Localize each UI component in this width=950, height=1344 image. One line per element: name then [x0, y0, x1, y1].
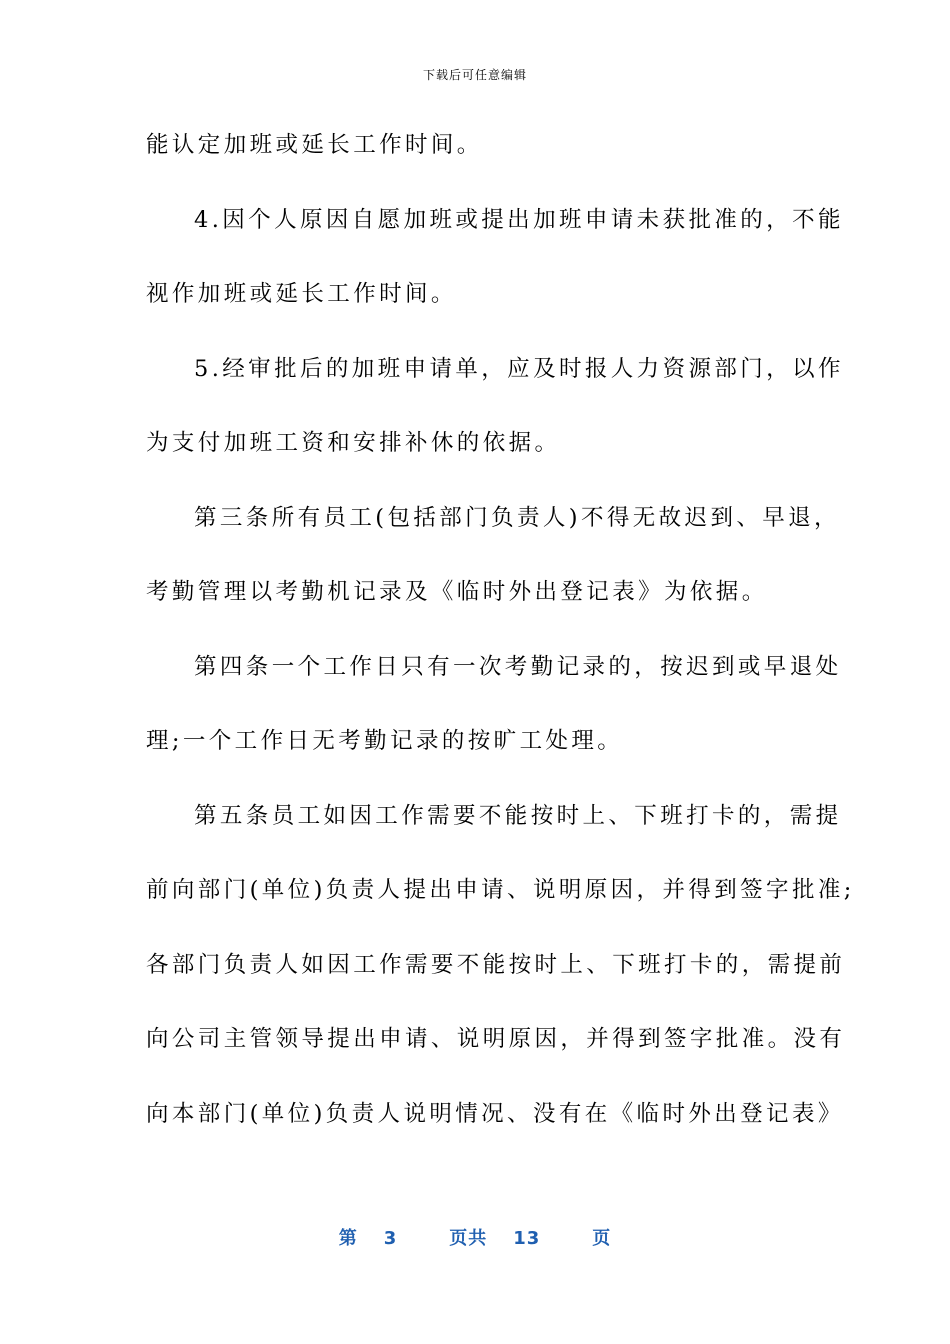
- footer-prefix: 第: [338, 1228, 358, 1249]
- text-line: 向公司主管领导提出申请、说明原因，并得到签字批准。没有: [146, 1026, 846, 1052]
- footer-suffix: 页: [592, 1228, 612, 1249]
- text-line: 为支付加班工资和安排补休的依据。: [146, 430, 561, 456]
- document-body: [146, 120, 855, 1163]
- footer-page-number: 3: [383, 1228, 398, 1249]
- footer-middle: 页共: [449, 1228, 488, 1249]
- page-header: 下载后可任意编辑: [422, 68, 527, 82]
- text-line: 视作加班或延长工作时间。: [146, 281, 457, 307]
- footer-total-pages: 13: [513, 1228, 541, 1249]
- text-line: 5.经审批后的加班申请单，应及时报人力资源部门，以作: [194, 355, 844, 382]
- page-footer: [0, 1224, 950, 1250]
- text-line: 向本部门(单位)负责人说明情况、没有在《临时外出登记表》: [146, 1100, 844, 1127]
- text-line: 理;一个工作日无考勤记录的按旷工处理。: [146, 728, 624, 754]
- text-line: 第四条一个工作日只有一次考勤记录的，按迟到或早退处: [194, 653, 842, 680]
- text-line: 能认定加班或延长工作时间。: [146, 132, 483, 158]
- text-line: 各部门负责人如因工作需要不能按时上、下班打卡的，需提前: [146, 951, 846, 978]
- text-line: 前向部门(单位)负责人提出申请、说明原因，并得到签字批准;: [146, 877, 855, 903]
- text-line: 4.因个人原因自愿加班或提出加班申请未获批准的，不能: [194, 206, 844, 233]
- text-line: 考勤管理以考勤机记录及《临时外出登记表》为依据。: [146, 579, 768, 605]
- text-line: 第五条员工如因工作需要不能按时上、下班打卡的，需提: [194, 802, 842, 829]
- text-line: 第三条所有员工(包括部门负责人)不得无故迟到、早退，: [194, 504, 840, 531]
